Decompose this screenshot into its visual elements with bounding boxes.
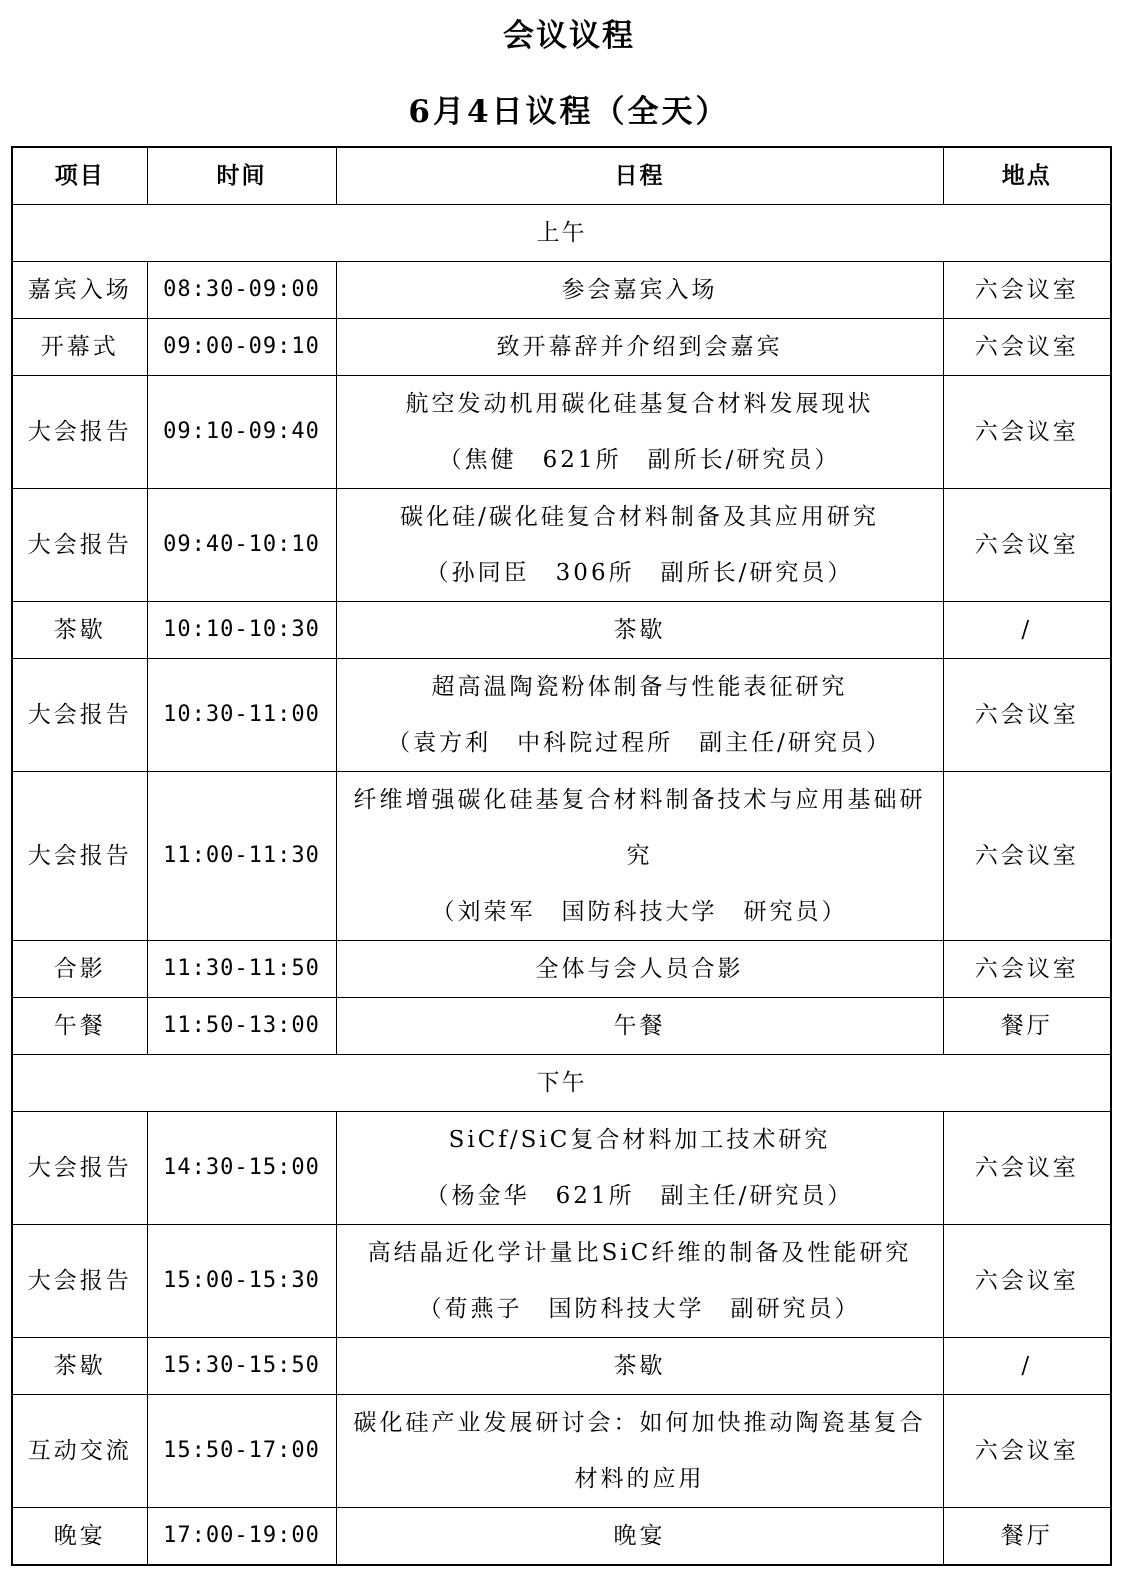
cell-schedule (336, 602, 943, 659)
table-row (12, 941, 1111, 998)
schedule-line: 致开幕辞并介绍到会嘉宾 (496, 334, 783, 360)
table-row (12, 319, 1111, 376)
schedule-line: 材料的应用 (574, 1466, 705, 1492)
header-location: 地点 (943, 147, 1111, 205)
schedule-line: 碳化硅/碳化硅复合材料制备及其应用研究 (400, 504, 879, 530)
header-time: 时间 (147, 147, 336, 205)
schedule-line: 高结晶近化学计量比SiC纤维的制备及性能研究 (367, 1240, 912, 1266)
cell-schedule (336, 319, 943, 376)
schedule-line: （刘荣军 国防科技大学 研究员） (431, 899, 848, 925)
cell-time: 15:00-15:30 (147, 1225, 336, 1338)
header-item: 项目 (12, 147, 147, 205)
table-header-row (12, 147, 1111, 205)
section-row (12, 1055, 1111, 1112)
cell-location: 六会议室 (943, 319, 1111, 376)
table-row (12, 1338, 1111, 1395)
schedule-line: 参会嘉宾入场 (561, 277, 718, 303)
cell-location: 六会议室 (943, 376, 1111, 489)
schedule-line: （孙同臣 306所 副所长/研究员） (425, 560, 854, 586)
cell-item: 晚宴 (12, 1508, 147, 1566)
cell-item: 大会报告 (12, 489, 147, 602)
cell-location: 六会议室 (943, 1225, 1111, 1338)
cell-schedule (336, 772, 943, 941)
cell-location: 餐厅 (943, 1508, 1111, 1566)
header-schedule: 日程 (336, 147, 943, 205)
table-row (12, 1395, 1111, 1508)
cell-time: 10:30-11:00 (147, 659, 336, 772)
cell-schedule (336, 1338, 943, 1395)
schedule-line: 午餐 (613, 1013, 666, 1039)
cell-location: / (943, 1338, 1111, 1395)
cell-time: 17:00-19:00 (147, 1508, 336, 1566)
cell-item: 大会报告 (12, 376, 147, 489)
schedule-line: 航空发动机用碳化硅基复合材料发展现状 (405, 391, 874, 417)
cell-location: / (943, 602, 1111, 659)
cell-schedule (336, 262, 943, 319)
cell-time: 08:30-09:00 (147, 262, 336, 319)
cell-location: 六会议室 (943, 1395, 1111, 1508)
cell-schedule (336, 1225, 943, 1338)
table-row (12, 1508, 1111, 1566)
cell-time: 15:50-17:00 (147, 1395, 336, 1508)
section-label: 下午 (12, 1055, 1111, 1112)
table-row (12, 659, 1111, 772)
schedule-line: 全体与会人员合影 (535, 956, 744, 982)
schedule-line: （杨金华 621所 副主任/研究员） (425, 1183, 854, 1209)
schedule-line: 究 (626, 843, 653, 869)
schedule-line: （焦健 621所 副所长/研究员） (438, 447, 841, 473)
schedule-line: 茶歇 (613, 1353, 666, 1379)
cell-item: 开幕式 (12, 319, 147, 376)
cell-location: 六会议室 (943, 489, 1111, 602)
cell-time: 11:00-11:30 (147, 772, 336, 941)
section-label: 上午 (12, 205, 1111, 262)
cell-time: 15:30-15:50 (147, 1338, 336, 1395)
cell-item: 大会报告 (12, 1225, 147, 1338)
schedule-line: 超高温陶瓷粉体制备与性能表征研究 (431, 674, 848, 700)
cell-time: 09:00-09:10 (147, 319, 336, 376)
cell-schedule (336, 941, 943, 998)
cell-item: 大会报告 (12, 659, 147, 772)
agenda-body (12, 205, 1111, 1566)
page-subtitle: 6月4日议程（全天） (408, 94, 730, 130)
cell-item: 大会报告 (12, 1112, 147, 1225)
cell-location: 六会议室 (943, 772, 1111, 941)
cell-schedule (336, 659, 943, 772)
table-row (12, 1225, 1111, 1338)
cell-time: 14:30-15:00 (147, 1112, 336, 1225)
cell-time: 10:10-10:30 (147, 602, 336, 659)
section-row (12, 205, 1111, 262)
schedule-line: SiCf/SiC复合材料加工技术研究 (448, 1127, 831, 1153)
cell-location: 餐厅 (943, 998, 1111, 1055)
cell-location: 六会议室 (943, 941, 1111, 998)
schedule-line: （袁方利 中科院过程所 副主任/研究员） (387, 730, 892, 756)
cell-item: 茶歇 (12, 602, 147, 659)
cell-schedule (336, 376, 943, 489)
cell-time: 09:10-09:40 (147, 376, 336, 489)
cell-item: 合影 (12, 941, 147, 998)
table-row (12, 489, 1111, 602)
page-title: 会议议程 (503, 18, 635, 54)
cell-time: 11:50-13:00 (147, 998, 336, 1055)
cell-time: 11:30-11:50 (147, 941, 336, 998)
schedule-line: 碳化硅产业发展研讨会：如何加快推动陶瓷基复合 (353, 1410, 926, 1436)
cell-item: 互动交流 (12, 1395, 147, 1508)
cell-time: 09:40-10:10 (147, 489, 336, 602)
cell-item: 午餐 (12, 998, 147, 1055)
cell-item: 茶歇 (12, 1338, 147, 1395)
table-row (12, 998, 1111, 1055)
cell-schedule (336, 1112, 943, 1225)
cell-location: 六会议室 (943, 1112, 1111, 1225)
table-row (12, 772, 1111, 941)
schedule-line: 茶歇 (613, 617, 666, 643)
cell-schedule (336, 998, 943, 1055)
table-row (12, 1112, 1111, 1225)
cell-item: 大会报告 (12, 772, 147, 941)
cell-schedule (336, 1395, 943, 1508)
schedule-line: （荀燕子 国防科技大学 副研究员） (418, 1296, 861, 1322)
cell-location: 六会议室 (943, 262, 1111, 319)
table-row (12, 262, 1111, 319)
cell-item: 嘉宾入场 (12, 262, 147, 319)
cell-location: 六会议室 (943, 659, 1111, 772)
schedule-line: 晚宴 (613, 1523, 666, 1549)
schedule-line: 纤维增强碳化硅基复合材料制备技术与应用基础研 (353, 787, 926, 813)
table-row (12, 376, 1111, 489)
cell-schedule (336, 1508, 943, 1566)
table-row (12, 602, 1111, 659)
cell-schedule (336, 489, 943, 602)
agenda-table (11, 146, 1112, 1566)
